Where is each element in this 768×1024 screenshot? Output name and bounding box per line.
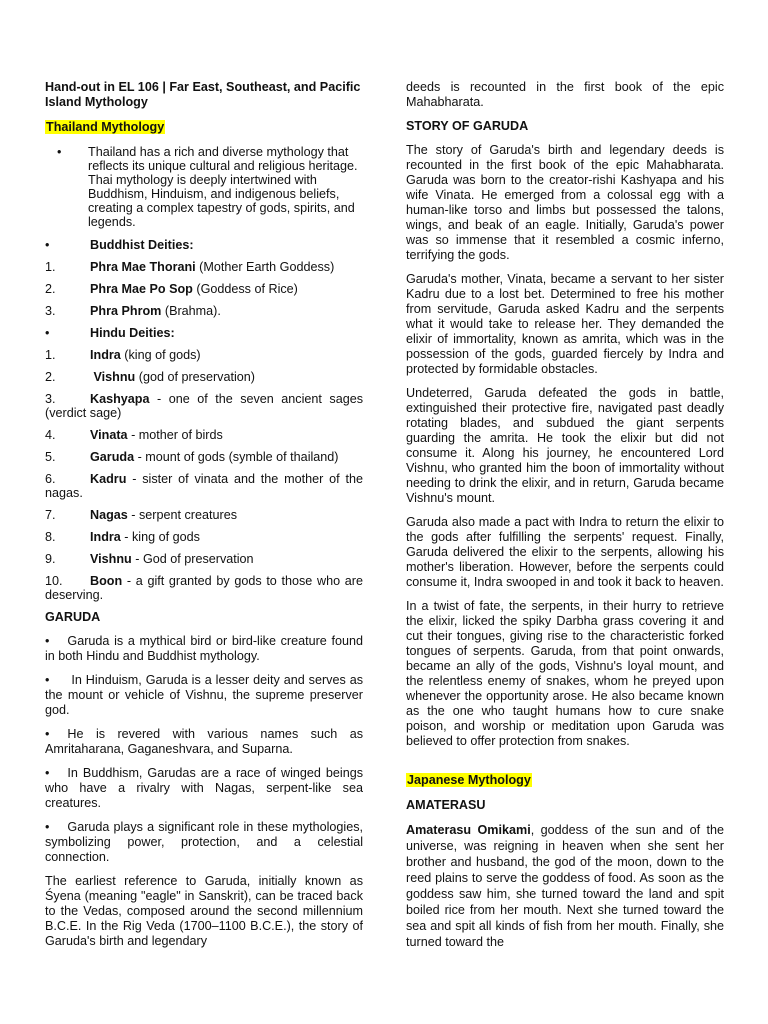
bullet-icon: • bbox=[45, 766, 50, 780]
buddhist-heading-row bbox=[45, 238, 363, 252]
deity-name: Indra bbox=[90, 530, 121, 544]
left-column bbox=[45, 80, 363, 949]
deity-name: Phra Mae Po Sop bbox=[90, 282, 193, 296]
deity-description: - one of the seven ancient sages (verdict sage) bbox=[45, 392, 363, 420]
hindu-item bbox=[45, 472, 363, 500]
deity-description: - serpent creatures bbox=[127, 508, 238, 522]
item-number: 3. bbox=[45, 392, 56, 406]
hindu-heading: Hindu Deities: bbox=[90, 326, 175, 340]
item-number: 4. bbox=[45, 428, 56, 442]
intro-bullet bbox=[45, 145, 363, 229]
amaterasu-heading: AMATERASU bbox=[406, 798, 486, 812]
deity-name: Garuda bbox=[90, 450, 135, 464]
hindu-item bbox=[45, 508, 363, 522]
hindu-item bbox=[45, 428, 363, 442]
item-number: 2. bbox=[45, 370, 56, 384]
item-number: 10. bbox=[45, 574, 63, 588]
earliest-reference-paragraph: The earliest reference to Garuda, initially known as Śyena (meaning "eagle" in Sanskrit), can be traced back to the Vedas, composed around the second millennium B.C.E. In the Rig Veda (1700–1100 B.C.E.), the story of Garuda's birth and legendary bbox=[45, 874, 363, 948]
right-column bbox=[406, 80, 724, 950]
deity-name: Nagas bbox=[90, 508, 128, 522]
garuda-point bbox=[45, 634, 363, 664]
deity-description: - mount of gods (symble of thailand) bbox=[134, 450, 339, 464]
garuda-point bbox=[45, 727, 363, 757]
intro-text: Thailand has a rich and diverse mythology that reflects its unique cultural and religious heritage. Thai mythology is deeply intertwined with Buddhism, Hinduism, and indigenous beliefs, creating a complex tapestry of gods, spirits, and legends. bbox=[88, 145, 358, 229]
deity-name: Phra Phrom bbox=[90, 304, 162, 318]
deity-description: (Brahma). bbox=[161, 304, 221, 318]
item-number: 9. bbox=[45, 552, 56, 566]
hindu-item bbox=[45, 552, 363, 566]
buddhist-item bbox=[45, 260, 363, 274]
bullet-icon: • bbox=[45, 238, 50, 252]
buddhist-item bbox=[45, 282, 363, 296]
hindu-item bbox=[45, 392, 363, 420]
bullet-icon: • bbox=[45, 673, 50, 687]
deity-name: Vinata bbox=[90, 428, 128, 442]
bullet-icon: • bbox=[45, 727, 50, 741]
deity-description: - king of gods bbox=[120, 530, 200, 544]
story-paragraph: Undeterred, Garuda defeated the gods in battle, extinguished their protective fire, navigated past deadly rotating blades, and subdued the giant serpents guarding the amrita. He took the elixir but did not consume it. Along his journey, he encountered Lord Vishnu, who granted him the boon of immortality without needing to drink the elixir, and in return, Garuda became Vishnu's mount. bbox=[406, 386, 724, 505]
story-heading: STORY OF GARUDA bbox=[406, 119, 529, 133]
deity-name: Phra Mae Thorani bbox=[90, 260, 196, 274]
hindu-list bbox=[45, 348, 363, 602]
buddhist-item bbox=[45, 304, 363, 318]
deity-description: (god of preservation) bbox=[135, 370, 255, 384]
garuda-point-text: In Hinduism, Garuda is a lesser deity and serves as the mount or vehicle of Vishnu, the supreme preserver god. bbox=[45, 673, 363, 717]
continued-text: deeds is recounted in the first book of the epic Mahabharata. bbox=[406, 80, 724, 109]
item-number: 3. bbox=[45, 304, 56, 318]
deity-description: - mother of birds bbox=[127, 428, 223, 442]
amaterasu-text: , goddess of the sun and of the universe, was reigning in heaven when she sent her brother and husband, the god of the moon, down to the reed plains to serve the goddess of food. As soon as the goddess saw him, she turned toward the land and spit boiled rice from her mouth. Next she turned toward the sea and spit all kinds of fish from her mouth. Finally, she turned toward the bbox=[406, 823, 724, 949]
bullet-icon: • bbox=[45, 634, 50, 648]
garuda-point-text: He is revered with various names such as Amritaharana, Gaganeshvara, and Suparna. bbox=[45, 727, 363, 756]
item-number: 5. bbox=[45, 450, 56, 464]
item-number: 1. bbox=[45, 260, 56, 274]
buddhist-list bbox=[45, 260, 363, 318]
item-number: 2. bbox=[45, 282, 56, 296]
section-heading-japan: Japanese Mythology bbox=[407, 773, 531, 787]
deity-name: Kashyapa bbox=[90, 392, 150, 406]
story-paragraph: The story of Garuda's birth and legendary deeds is recounted in the first book of the epic Mahabharata. Garuda was born to the creator-rishi Kashyapa and his wife Vinata. He emerged from a colossal egg with a human-like torso and limbs but possessed the talons, wings, and beak of an eagle. Initially, Garuda's power was so immense that it resembled a cosmic inferno, terrifying the gods. bbox=[406, 143, 724, 262]
hindu-heading-row bbox=[45, 326, 363, 340]
garuda-point-text: In Buddhism, Garudas are a race of winged beings who have a rivalry with Nagas, serpent-like sea creatures. bbox=[45, 766, 363, 810]
garuda-point-text: Garuda is a mythical bird or bird-like creature found in both Hindu and Buddhist mythology. bbox=[45, 634, 363, 663]
item-number: 8. bbox=[45, 530, 56, 544]
buddhist-heading: Buddhist Deities: bbox=[90, 238, 194, 252]
hindu-item bbox=[45, 574, 363, 602]
story-paragraph: Garuda's mother, Vinata, became a servant to her sister Kadru due to a lost bet. Determined to free his mother from servitude, Garuda asked Kadru and the serpents what it would take to release her. They demanded the elixir of immortality, known as amrita, which was in the possession of the gods, guarded fiercely by Indra and protected by formidable obstacles. bbox=[406, 272, 724, 376]
deity-description: - a gift granted by gods to those who are deserving. bbox=[45, 574, 363, 602]
item-number: 6. bbox=[45, 472, 56, 486]
deity-name: Vishnu bbox=[90, 552, 132, 566]
deity-name: Kadru bbox=[90, 472, 127, 486]
deity-description: (Goddess of Rice) bbox=[192, 282, 298, 296]
garuda-point bbox=[45, 673, 363, 718]
bullet-icon: • bbox=[57, 145, 62, 159]
story-paragraph: Garuda also made a pact with Indra to return the elixir to the gods after fulfilling the serpents' request. Finally, Garuda delivered the elixir to the serpents, allowing his mother's liberation. However, before the serpents could consume it, Indra swooped in and took it back to heaven. bbox=[406, 515, 724, 589]
item-number: 1. bbox=[45, 348, 56, 362]
garuda-heading: GARUDA bbox=[45, 610, 101, 624]
garuda-point bbox=[45, 766, 363, 811]
hindu-item bbox=[45, 348, 363, 362]
amaterasu-paragraph bbox=[406, 822, 724, 950]
item-number: 7. bbox=[45, 508, 56, 522]
garuda-point-text: Garuda plays a significant role in these mythologies, symbolizing power, protection, and a celestial connection. bbox=[45, 820, 363, 864]
story-paragraphs bbox=[406, 143, 724, 749]
deity-description: - God of preservation bbox=[131, 552, 254, 566]
hindu-item bbox=[45, 370, 363, 384]
amaterasu-name: Amaterasu Omikami bbox=[406, 823, 531, 837]
handout-title: Hand-out in EL 106 | Far East, Southeast, and Pacific Island Mythology bbox=[45, 80, 361, 109]
deity-description: (king of gods) bbox=[120, 348, 201, 362]
deity-description: (Mother Earth Goddess) bbox=[195, 260, 335, 274]
deity-name: Vishnu bbox=[90, 370, 136, 384]
deity-name: Boon bbox=[90, 574, 123, 588]
hindu-item bbox=[45, 450, 363, 464]
story-paragraph: In a twist of fate, the serpents, in their hurry to retrieve the elixir, licked the spiky Darbha grass covering it and cut their tongues, giving rise to the characteristic forked tongues of serpents. Garuda, from that point onwards, became an ally of the gods, Vishnu's loyal mount, and the relentless enemy of snakes, whom he preyed upon whenever the opportunity arose. He also became known as the one who taught humans how to cure snake poison, and worship or meditation upon Garuda was believed to offer protection from snakes. bbox=[406, 599, 724, 748]
garuda-points bbox=[45, 634, 363, 865]
garuda-point bbox=[45, 820, 363, 865]
hindu-item bbox=[45, 530, 363, 544]
deity-name: Indra bbox=[90, 348, 121, 362]
bullet-icon: • bbox=[45, 326, 50, 340]
bullet-icon: • bbox=[45, 820, 50, 834]
section-heading-thailand: Thailand Mythology bbox=[46, 120, 165, 134]
deity-description: - sister of vinata and the mother of the nagas. bbox=[45, 472, 363, 500]
